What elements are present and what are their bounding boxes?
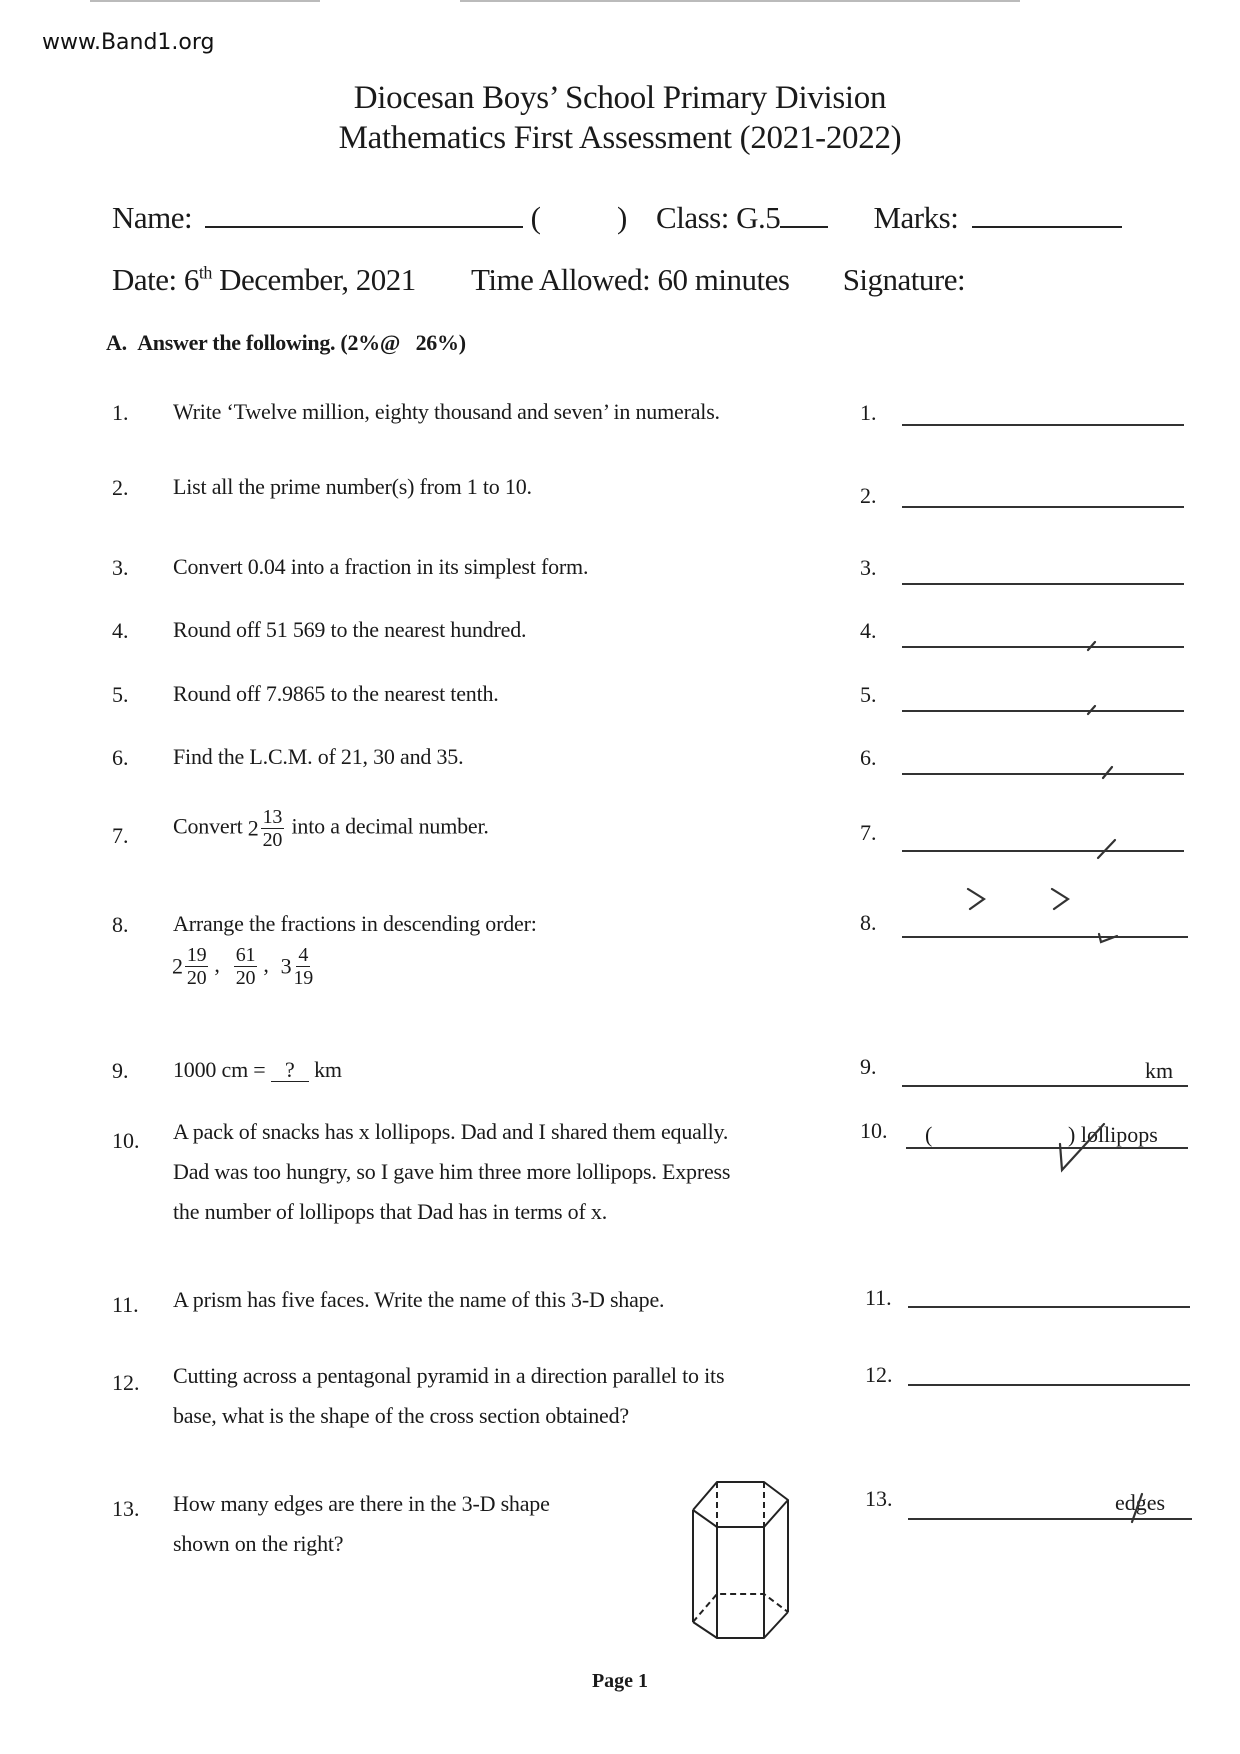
- marks-label: Marks:: [873, 200, 959, 235]
- answer-line-11[interactable]: [908, 1306, 1190, 1308]
- tick-mark-icon: [1085, 702, 1099, 716]
- answer-number: 2.: [860, 483, 877, 508]
- question-text: Round off 51 569 to the nearest hundred.: [173, 617, 527, 642]
- answer-number: 13.: [865, 1486, 893, 1511]
- answer-number: 9.: [860, 1054, 877, 1079]
- answer-line-6[interactable]: [902, 773, 1184, 775]
- hexagonal-prism-figure: [680, 1470, 800, 1650]
- answer-line-7[interactable]: [902, 850, 1184, 852]
- question-text: A prism has five faces. Write the name of this 3-D shape.: [173, 1287, 665, 1312]
- greater-than-symbols: [960, 885, 1080, 915]
- question-number: 11.: [112, 1292, 139, 1317]
- page-number: Page 1: [591, 1670, 649, 1692]
- question-text: Round off 7.9865 to the nearest tenth.: [173, 681, 499, 706]
- question-number: 3.: [112, 555, 129, 580]
- class-field[interactable]: [780, 226, 828, 228]
- school-title: Diocesan Boys’ School Primary Division: [353, 80, 887, 116]
- question-number: 5.: [112, 682, 129, 707]
- question-text: Convert 0.04 into a fraction in its simplest form.: [173, 554, 589, 579]
- fraction: $\frac{19}{20}$: [186, 944, 207, 989]
- answer-open-paren: (: [925, 1122, 933, 1147]
- question-text: Find the L.C.M. of 21, 30 and 35.: [173, 744, 464, 769]
- question-text: Write ‘Twelve million, eighty thousand and seven’ in numerals.: [173, 399, 720, 424]
- tick-mark-icon: [1095, 836, 1119, 860]
- assessment-title: Mathematics First Assessment (2021-2022): [338, 120, 902, 156]
- question-text: Cutting across a pentagonal pyramid in a direction parallel to its base, what is the shape of the cross section obtained?: [173, 1363, 725, 1428]
- answer-line-12[interactable]: [908, 1384, 1190, 1386]
- fraction-list: 2 $\frac{19}{20}$ , $\frac{61}{20}$ , 3 $\frac{4}{19}$: [172, 944, 314, 989]
- prism-top-face: [693, 1482, 788, 1527]
- fraction: $\frac{4}{19}$: [293, 944, 314, 989]
- class-label: Class: G.5: [656, 200, 781, 235]
- question-number: 12.: [112, 1370, 140, 1395]
- question-number: 6.: [112, 745, 129, 770]
- mixed-number-whole: 2: [247, 815, 259, 841]
- answer-line-10[interactable]: [906, 1147, 1188, 1149]
- question-number: 1.: [112, 400, 129, 425]
- fraction: $\frac{61}{20}$: [235, 944, 256, 989]
- name-row: [112, 200, 1122, 236]
- tick-mark-icon: [1056, 1118, 1116, 1174]
- question-number: 2.: [112, 475, 129, 500]
- answer-number: 8.: [860, 910, 877, 935]
- answer-number: 1.: [860, 400, 877, 425]
- answer-line-13[interactable]: [908, 1518, 1192, 1520]
- answer-number: 6.: [860, 745, 877, 770]
- answer-line-9[interactable]: [902, 1085, 1188, 1087]
- answer-line-2[interactable]: [902, 506, 1184, 508]
- answer-number: 7.: [860, 820, 877, 845]
- answer-line-3[interactable]: [902, 583, 1184, 585]
- question-text: A pack of snacks has x lollipops. Dad and I shared them equally. Dad was too hungry, so I gave him three more lollipops. Express the number of lollipops that Dad has in terms of x.: [173, 1119, 731, 1224]
- name-field[interactable]: [205, 226, 523, 228]
- tick-mark-icon: [1085, 638, 1099, 652]
- answer-line-4[interactable]: [902, 646, 1184, 648]
- question-number: 4.: [112, 618, 129, 643]
- answer-unit: km: [1145, 1058, 1174, 1083]
- answer-line-1[interactable]: [902, 424, 1184, 426]
- tick-mark-icon: [1100, 764, 1116, 780]
- answer-number: 12.: [865, 1362, 893, 1387]
- question-text: Convert 2 $\frac{13}{20}$ into a decimal number.: [173, 806, 489, 851]
- tick-mark-icon: [1128, 1490, 1148, 1526]
- signature-label: Signature:: [842, 262, 966, 297]
- answer-number: 10.: [860, 1118, 888, 1143]
- date-label: Date: 6th December, 2021: [112, 262, 416, 297]
- answer-number: 5.: [860, 682, 877, 707]
- answer-number: 3.: [860, 555, 877, 580]
- scan-edge-line: [460, 0, 1020, 2]
- answer-line-5[interactable]: [902, 710, 1184, 712]
- scan-edge-line: [90, 0, 320, 2]
- answer-number: 11.: [865, 1285, 892, 1310]
- question-number: 10.: [112, 1128, 140, 1153]
- watermark: www.Band1.org: [42, 30, 215, 55]
- question-text: List all the prime number(s) from 1 to 10.: [173, 474, 532, 499]
- section-heading: A. Answer the following. (2%@ 26%): [106, 330, 466, 355]
- question-text: Arrange the fractions in descending order:: [173, 911, 537, 936]
- date-row: [112, 262, 965, 298]
- fraction: $\frac{13}{20}$: [262, 806, 283, 851]
- marks-field[interactable]: [972, 226, 1122, 228]
- time-allowed: Time Allowed: 60 minutes: [471, 262, 790, 297]
- question-text: 1000 cm = ? km: [173, 1057, 342, 1082]
- name-label: Name:: [112, 200, 193, 235]
- class-number-open: (: [530, 200, 541, 235]
- tick-mark-icon: [1095, 930, 1125, 946]
- question-number: 9.: [112, 1058, 129, 1083]
- question-text: How many edges are there in the 3-D shape shown on the right?: [173, 1491, 550, 1556]
- answer-line-8[interactable]: [902, 936, 1188, 938]
- answer-number: 4.: [860, 618, 877, 643]
- answer-unit: edges: [1115, 1490, 1166, 1515]
- answer-unit: ) lollipops: [1068, 1122, 1158, 1147]
- class-number-close: ): [616, 200, 627, 235]
- question-number: 13.: [112, 1496, 140, 1521]
- question-number: 7.: [112, 823, 129, 848]
- question-number: 8.: [112, 912, 129, 937]
